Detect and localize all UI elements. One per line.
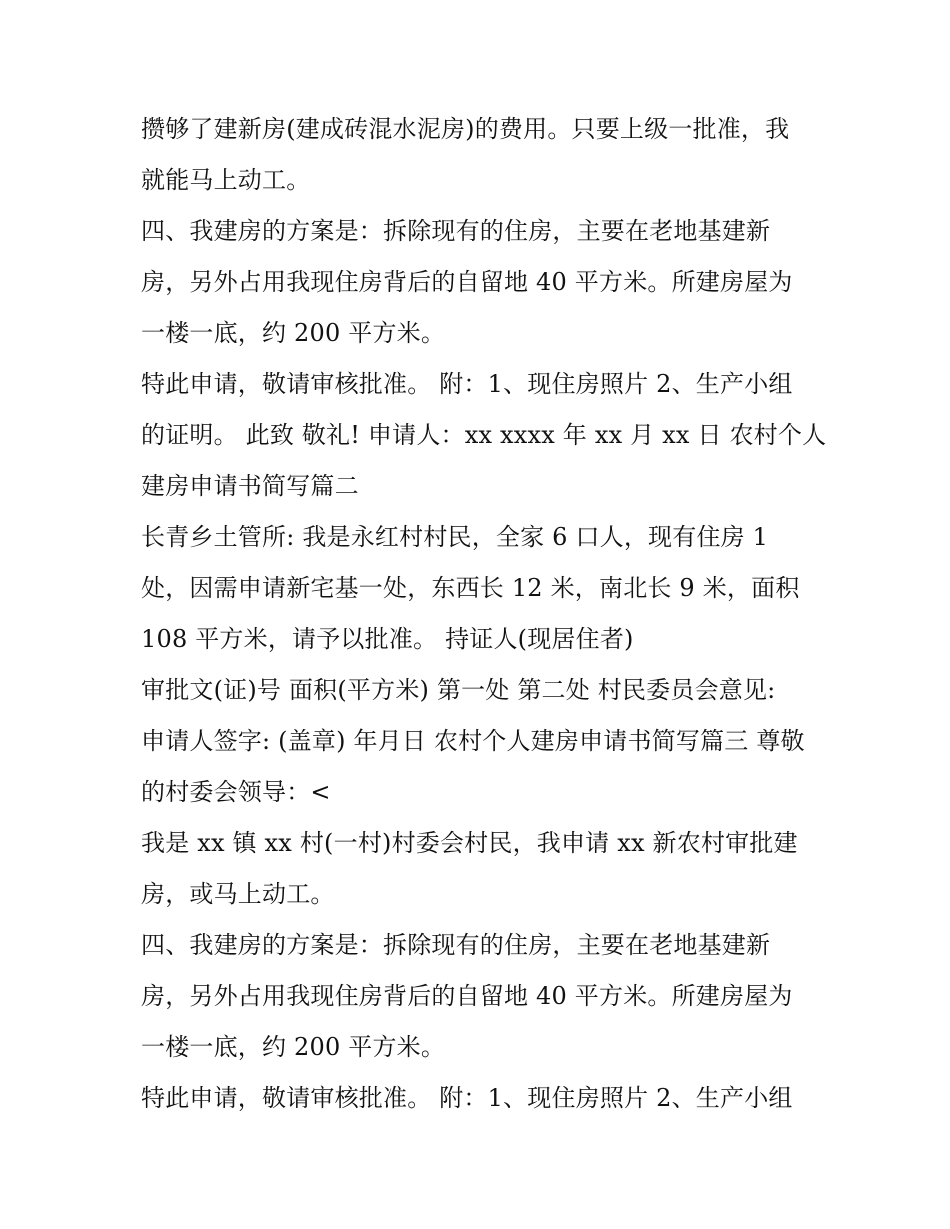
text-line: 一楼一底，约 200 平方米。 (141, 319, 446, 347)
text-line: 审批文(证)号 面积(平方米) 第一处 第二处 村民委员会意见: (141, 676, 776, 704)
text-line: 特此申请，敬请审核批准。 附：1、现住房照片 2、生产小组 (141, 1084, 793, 1112)
text-line: 的村委会领导：< (141, 778, 331, 806)
text-line: 特此申请，敬请审核批准。 附：1、现住房照片 2、生产小组 (141, 370, 793, 398)
text-line: 处，因需申请新宅基一处，东西长 12 米，南北长 9 米，面积 (141, 574, 800, 602)
text-line: 房，另外占用我现住房背后的自留地 40 平方米。所建房屋为 (141, 268, 793, 296)
text-line: 108 平方米，请予以批准。 持证人(现居住者) (141, 625, 634, 653)
text-line: 房，另外占用我现住房背后的自留地 40 平方米。所建房屋为 (141, 982, 793, 1010)
text-line: 长青乡土管所: 我是永红村村民，全家 6 口人，现有住房 1 (141, 523, 769, 551)
text-line: 申请人签字: (盖章) 年月日 农村个人建房申请书简写篇三 尊敬 (141, 727, 805, 755)
text-line: 就能马上动工。 (141, 166, 311, 194)
section-heading: 建房申请书简写篇二 (141, 472, 359, 500)
text-line: 我是 xx 镇 xx 村(一村)村委会村民，我申请 xx 新农村审批建 (141, 829, 798, 857)
text-line: 攒够了建新房(建成砖混水泥房)的费用。只要上级一批准，我 (141, 115, 790, 143)
text-line: 一楼一底，约 200 平方米。 (141, 1033, 446, 1061)
text-line: 四、我建房的方案是：拆除现有的住房，主要在老地基建新 (141, 217, 771, 245)
document-body (141, 104, 827, 1124)
text-line: 房，或马上动工。 (141, 880, 335, 908)
text-line: 四、我建房的方案是：拆除现有的住房，主要在老地基建新 (141, 931, 771, 959)
text-line: 的证明。 此致 敬礼! 申请人：xx xxxx 年 xx 月 xx 日 农村个人 (141, 421, 827, 449)
